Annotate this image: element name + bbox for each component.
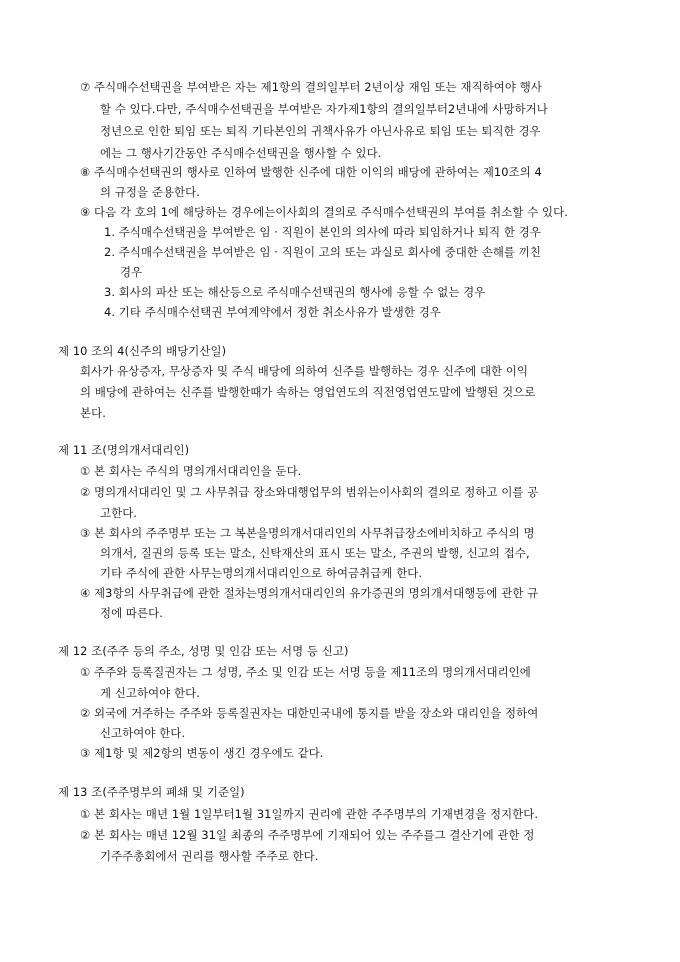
article-11-para-3-line-2: 의개서, 질권의 등록 또는 말소, 신탁재산의 표시 또는 말소, 주권의 발행, 신고의 접수, (100, 546, 530, 560)
item-2-line-1: 2. 주식매수선택권을 부여받은 임 · 직원이 고의 또는 과실로 회사에 중대한 손해를 끼친 (104, 245, 541, 259)
item-2-line-2: 경우 (120, 265, 143, 279)
article-11-para-4-line-2: 정에 따른다. (100, 606, 163, 620)
item-4: 4. 기타 주식매수선택권 부여계약에서 정한 취소사유가 발생한 경우 (104, 305, 441, 319)
article-13-para-2-line-1: ② 본 회사는 매년 12월 31일 최종의 주주명부에 기재되어 있는 주주를그 결산기에 관한 정 (80, 828, 535, 842)
article-11-para-1: ① 본 회사는 주식의 명의개서대리인을 둔다. (80, 464, 302, 478)
item-3: 3. 회사의 파산 또는 해산등으로 주식매수선택권의 행사에 응할 수 없는 경우 (104, 285, 486, 299)
article-13-title: 제 13 조(주주명부의 폐쇄 및 기준일) (58, 785, 245, 799)
article-12-para-1-line-1: ① 주주와 등록질권자는 그 성명, 주소 및 인감 또는 서명 등을 제11조의 명의개서대리인에 (80, 665, 531, 679)
para-8-line-1: ⑧ 주식매수선택권의 행사로 인하여 발행한 신주에 대한 이익의 배당에 관하여는 제10조의 4 (80, 165, 542, 179)
para-9: ⑨ 다음 각 호의 1에 해당하는 경우에는이사회의 결의로 주식매수선택권의 부여를 취소할 수 있다. (80, 205, 568, 219)
article-10-4-body-line-2: 의 배당에 관하여는 신주를 발행한때가 속하는 영업연도의 직전영업연도말에 발행된 것으로 (80, 385, 536, 399)
article-12-para-3: ③ 제1항 및 제2항의 변동이 생긴 경우에도 같다. (80, 746, 324, 760)
article-11-para-3-line-3: 기타 주식에 관한 사무는명의개서대리인으로 하여금취급케 한다. (100, 566, 423, 580)
article-11-para-3-line-1: ③ 본 회사의 주주명부 또는 그 복본을명의개서대리인의 사무취급장소에비치하고 주식의 명 (80, 526, 535, 540)
article-11-para-4-line-1: ④ 제3항의 사무취급에 관한 절차는명의개서대리인의 유가증권의 명의개서대행등에 관한 규 (80, 586, 539, 600)
article-12-para-2-line-1: ② 외국에 거주하는 주주와 등록질권자는 대한민국내에 통지를 받을 장소와 대리인을 정하여 (80, 706, 539, 720)
article-10-4-body-line-3: 본다. (80, 406, 106, 420)
article-11-title: 제 11 조(명의개서대리인) (58, 443, 190, 457)
para-7-line-4: 에는 그 행사기간동안 주식매수선택권을 행사할 수 있다. (100, 146, 382, 160)
article-10-4-body-line-1: 회사가 유상증자, 무상증자 및 주식 배당에 의하여 신주를 발행하는 경우 신주에 대한 이익 (80, 364, 529, 378)
article-13-para-2-line-2: 기주주총회에서 권리를 행사할 주주로 한다. (100, 849, 319, 863)
article-11-para-2-line-1: ② 명의개서대리인 및 그 사무취급 장소와대행업무의 범위는이사회의 결의로 정하고 이를 공 (80, 485, 539, 499)
article-12-title: 제 12 조(주주 등의 주소, 성명 및 인감 또는 서명 등 신고) (58, 644, 349, 658)
para-7-line-3: 정년으로 인한 퇴임 또는 퇴직 기타본인의 귀책사유가 아닌사유로 퇴임 또는 퇴직한 경우 (100, 124, 541, 138)
article-10-4-title: 제 10 조의 4(신주의 배당기산일) (58, 344, 227, 358)
item-1: 1. 주식매수선택권을 부여받은 임 · 직원이 본인의 의사에 따라 퇴임하거나 퇴직 한 경우 (104, 225, 541, 239)
article-13-para-1: ① 본 회사는 매년 1월 1일부터1월 31일까지 권리에 관한 주주명부의 기재변경을 정지한다. (80, 807, 539, 821)
para-8-line-2: 의 규정을 준용한다. (100, 185, 200, 199)
article-12-para-2-line-2: 신고하여야 한다. (100, 726, 186, 740)
para-7-line-2: 할 수 있다.다만, 주식매수선택권을 부여받은 자가제1항의 결의일부터2년내에 사망하거나 (100, 102, 548, 116)
article-11-para-2-line-2: 고한다. (100, 506, 138, 520)
article-12-para-1-line-2: 게 신고하여야 한다. (100, 686, 200, 700)
para-7-line-1: ⑦ 주식매수선택권을 부여받은 자는 제1항의 결의일부터 2년이상 재임 또는 재직하여야 행사 (80, 80, 542, 94)
